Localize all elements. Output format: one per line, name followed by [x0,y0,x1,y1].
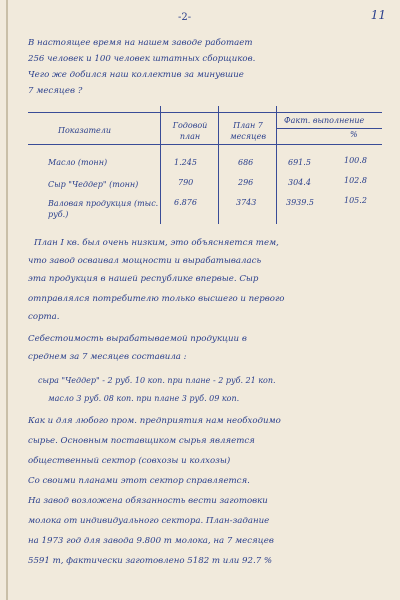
body-line: Себестоимость вырабатываемой продукции в [28,334,247,344]
corner-mark: 11 [370,8,386,22]
table-cell: Сыр "Чеддер" (тонн) [48,180,139,189]
table-cell: 1.245 [174,158,197,167]
body-line: среднем за 7 месяцев составила : [28,352,187,362]
body-line: 5591 т, фактически заготовлено 5182 т или 92.7 % [28,556,273,566]
body-line: общественный сектор (совхозы и колхозы) [28,456,231,466]
body-line: молока от индивидуального сектора. План-задание [28,516,270,526]
table-cell: 3939.5 [286,198,314,207]
table-header: Годовой план [172,121,208,141]
table-cell: 686 [238,158,254,167]
table-sub-rule [276,128,382,129]
body-line: сорта. [28,312,60,322]
body-line: отправлялся потребителю только высшего и первого [28,294,285,304]
table-cell: 100.8 [344,156,367,165]
body-line: На завод возложена обязанность вести заготовки [28,496,268,506]
page-number: -2- [178,12,192,23]
table-header: План 7 месяцев [229,121,267,141]
body-line: эта продукция в нашей республике впервые. Сыр [28,274,259,284]
table-cell: 102.8 [344,176,367,185]
table-header-rule [28,144,382,145]
table-cell: 6.876 [174,198,197,207]
intro-line: В настоящее время на нашем заводе работает [28,38,253,48]
production-table [28,106,382,224]
table-cell: 790 [178,178,194,187]
intro-line: 7 месяцев ? [28,86,83,96]
body-line: сыра "Чеддер" - 2 руб. 10 коп. при плане - 2 руб. 21 коп. [38,376,276,385]
body-line: что завод осваивал мощности и вырабатывалась [28,256,262,266]
table-top-rule [28,112,382,113]
body-line: масло 3 руб. 08 коп. при плане 3 руб. 09 коп. [48,394,240,403]
intro-line: 256 человек и 100 человек штатных сборщиков. [28,54,256,64]
body-line: План I кв. был очень низким, это объясняется тем, [34,238,279,248]
table-column-rule [218,106,219,224]
table-cell: Валовая продукция (тыс. руб.) [48,199,159,219]
table-cell: 296 [238,178,254,187]
table-column-rule [160,106,161,224]
body-line: Со своими планами этот сектор справляется. [28,476,250,486]
body-line: на 1973 год для завода 9.800 т молока, на 7 месяцев [28,536,274,546]
binding-edge [6,0,8,600]
table-header: % [350,130,358,139]
table-cell: 3743 [236,198,257,207]
body-line: сырье. Основным поставщиком сырья является [28,436,255,446]
table-cell: 691.5 [288,158,311,167]
table-cell: 304.4 [288,178,311,187]
body-line: Как и для любого пром. предприятия нам необходимо [28,416,281,426]
table-cell: 105.2 [344,196,367,205]
table-cell: Масло (тонн) [48,158,108,167]
table-column-rule [276,106,277,224]
table-header: Показатели [58,126,112,135]
intro-line: Чего же добился наш коллектив за минувшие [28,70,244,80]
table-header: Факт. выполнение [284,116,365,125]
